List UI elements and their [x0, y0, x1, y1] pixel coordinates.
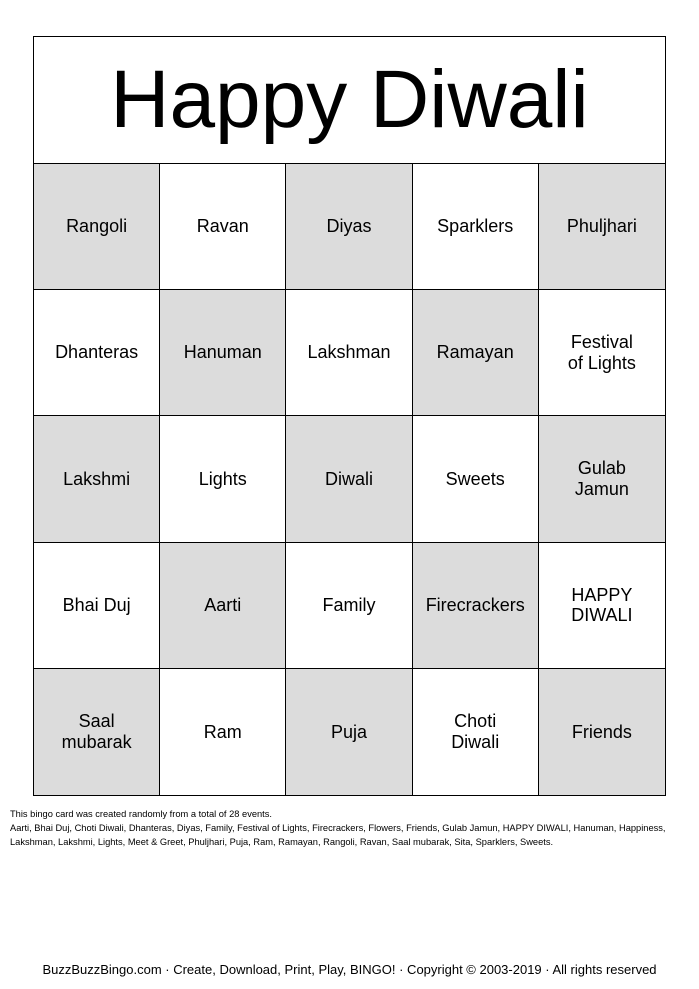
bingo-cell: Ram: [160, 669, 286, 795]
card-title: Happy Diwali: [34, 37, 665, 164]
bingo-cell: Gulab Jamun: [539, 416, 665, 542]
bingo-grid: [34, 164, 665, 795]
bingo-cell: Friends: [539, 669, 665, 795]
bingo-cell: Ramayan: [413, 290, 539, 416]
bingo-card: [33, 36, 666, 796]
bingo-cell: Lights: [160, 416, 286, 542]
bingo-cell: Diwali: [286, 416, 412, 542]
bingo-cell: Aarti: [160, 543, 286, 669]
note-line-1: This bingo card was created randomly from a total of 28 events.: [10, 809, 272, 819]
bingo-cell: Lakshmi: [34, 416, 160, 542]
bingo-cell: Ravan: [160, 164, 286, 290]
bingo-cell: Hanuman: [160, 290, 286, 416]
bingo-cell: Phuljhari: [539, 164, 665, 290]
note-line-2: Aarti, Bhai Duj, Choti Diwali, Dhanteras, Diyas, Family, Festival of Lights, Firecrackers, Flowers, Friends, Gulab Jamun, HAPPY DIWALI, Hanuman, Happiness,: [10, 823, 666, 833]
page-footer: BuzzBuzzBingo.com · Create, Download, Print, Play, BINGO! · Copyright © 2003-2019 · All rights reserved: [42, 962, 657, 977]
bingo-cell: Puja: [286, 669, 412, 795]
bingo-cell: Family: [286, 543, 412, 669]
card-note: [10, 807, 690, 849]
bingo-cell: Sparklers: [413, 164, 539, 290]
bingo-cell: Dhanteras: [34, 290, 160, 416]
bingo-cell: HAPPY DIWALI: [539, 543, 665, 669]
bingo-cell: Lakshman: [286, 290, 412, 416]
bingo-cell: Saal mubarak: [34, 669, 160, 795]
bingo-cell: Rangoli: [34, 164, 160, 290]
bingo-cell: Sweets: [413, 416, 539, 542]
bingo-cell: Choti Diwali: [413, 669, 539, 795]
bingo-cell: Festival of Lights: [539, 290, 665, 416]
bingo-cell: Bhai Duj: [34, 543, 160, 669]
bingo-cell: Firecrackers: [413, 543, 539, 669]
note-line-3: Lakshman, Lakshmi, Lights, Meet & Greet, Phuljhari, Puja, Ram, Ramayan, Rangoli, Ravan, Saal mubarak, Sita, Sparklers, Sweets.: [10, 837, 554, 847]
bingo-cell: Diyas: [286, 164, 412, 290]
